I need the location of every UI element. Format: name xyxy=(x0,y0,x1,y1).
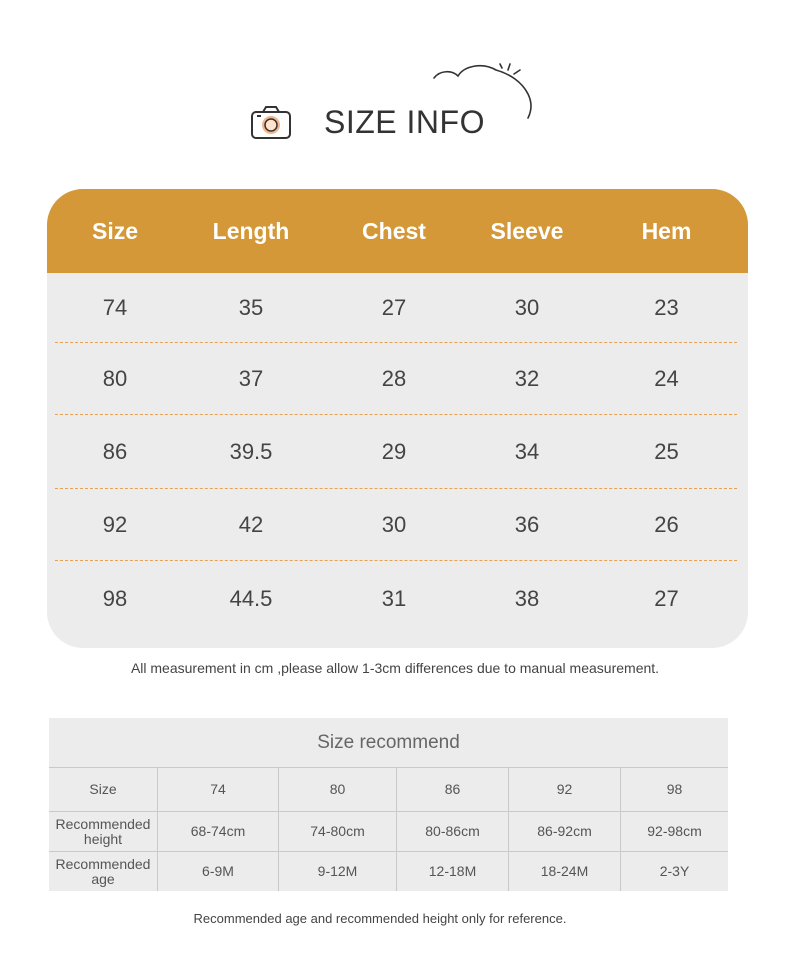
cell-size: 98 xyxy=(102,586,128,611)
cell-chest: 28 xyxy=(381,366,407,391)
header-chest: Chest xyxy=(362,217,426,244)
size-table xyxy=(47,189,748,648)
recommend-cell: 18-24M xyxy=(540,863,589,879)
cell-length: 37 xyxy=(238,366,264,391)
recommend-cell: 74 xyxy=(210,780,226,797)
table-row xyxy=(47,489,748,561)
recommend-cell: 12-18M xyxy=(428,863,477,879)
cell-sleeve: 38 xyxy=(514,586,540,611)
cell-size: 74 xyxy=(102,295,128,320)
cell-sleeve: 34 xyxy=(514,439,540,464)
header-length: Length xyxy=(212,217,290,244)
recommend-cell: 92 xyxy=(556,780,573,797)
recommend-row-label: Recommended age xyxy=(55,855,151,887)
cell-chest: 27 xyxy=(381,295,407,320)
recommend-cell: 9-12M xyxy=(317,863,358,879)
recommend-cell: 98 xyxy=(666,780,683,797)
recommend-cell: 2-3Y xyxy=(659,863,690,879)
cell-size: 86 xyxy=(102,439,128,464)
recommend-cell: 68-74cm xyxy=(190,823,246,839)
cell-chest: 29 xyxy=(381,439,407,464)
page-title: SIZE INFO xyxy=(324,103,485,140)
recommend-cell: 86 xyxy=(444,780,461,797)
recommend-cell: 92-98cm xyxy=(647,823,702,839)
recommend-row-label: Recommended height xyxy=(55,815,151,847)
recommend-cell: 6-9M xyxy=(202,863,234,879)
cloud-doodle-icon xyxy=(430,60,540,120)
size-recommend-table xyxy=(49,718,728,891)
table-row xyxy=(47,561,748,637)
cell-sleeve: 36 xyxy=(514,512,540,537)
cell-chest: 30 xyxy=(381,512,407,537)
cell-hem: 26 xyxy=(654,512,679,537)
cell-sleeve: 30 xyxy=(514,295,540,320)
table-row xyxy=(47,273,748,343)
recommend-title: Size recommend xyxy=(317,731,460,753)
cell-length: 44.5 xyxy=(229,586,273,611)
cell-hem: 25 xyxy=(654,439,679,464)
cell-length: 39.5 xyxy=(229,439,273,464)
recommend-cell: 86-92cm xyxy=(537,823,592,839)
cell-size: 80 xyxy=(102,366,128,391)
cell-hem: 23 xyxy=(654,295,679,320)
table-row xyxy=(47,343,748,415)
header-hem: Hem xyxy=(641,217,692,244)
cell-sleeve: 32 xyxy=(514,366,540,391)
header-sleeve: Sleeve xyxy=(490,217,564,244)
cell-length: 35 xyxy=(238,295,264,320)
header-size: Size xyxy=(91,217,139,244)
recommend-cell: 74-80cm xyxy=(310,823,365,839)
cell-length: 42 xyxy=(238,512,264,537)
recommend-row-label: Size xyxy=(89,780,117,797)
cell-chest: 31 xyxy=(381,586,407,611)
recommend-cell: 80 xyxy=(329,780,346,797)
camera-icon xyxy=(250,102,292,142)
cell-hem: 24 xyxy=(654,366,679,391)
recommend-cell: 80-86cm xyxy=(425,823,480,839)
cell-hem: 27 xyxy=(654,586,679,611)
reference-note: Recommended age and recommended height only for reference. xyxy=(193,911,567,926)
size-table-header xyxy=(47,189,748,273)
cell-size: 92 xyxy=(102,512,128,537)
table-row xyxy=(47,415,748,489)
measurement-note: All measurement in cm ,please allow 1-3cm differences due to manual measurement. xyxy=(130,660,660,676)
